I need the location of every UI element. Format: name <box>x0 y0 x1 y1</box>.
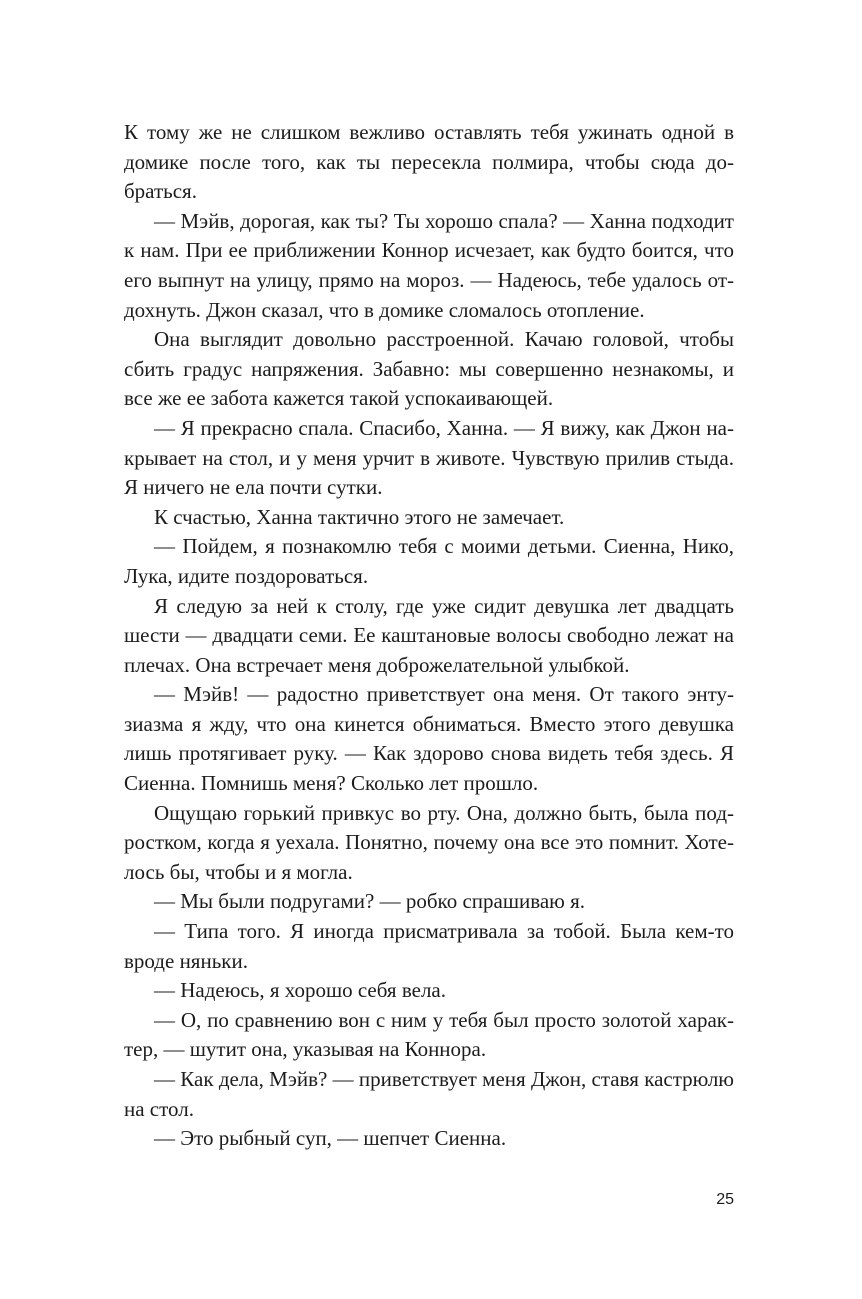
paragraph: — Типа того. Я иногда присматривала за тобой. Была кем-то вроде няньки. <box>124 919 734 973</box>
paragraph: — Это рыбный суп, — шепчет Сиенна. <box>154 1126 507 1151</box>
paragraph: К тому же не слишком вежливо оставлять тебя ужинать одной в домике после того, как ты пересекла полмира, чтобы сюда добраться. <box>124 120 734 204</box>
body-text <box>124 118 734 1154</box>
paragraph: — Мэйв! — радостно приветствует она меня. От такого энтузиазма я жду, что она кинется обниматься. Вместо этого девушка лишь протягивает руку. — Как здорово снова видеть тебя здесь. Я Сиенна. Помнишь меня? Сколько лет прошло. <box>124 682 734 796</box>
paragraph: Она выглядит довольно расстроенной. Качаю головой, чтобы сбить градус напряжения. Забавно: мы совершенно незнакомы, и все же ее забота кажется такой успокаивающей. <box>124 327 734 411</box>
paragraph: — Мэйв, дорогая, как ты? Ты хорошо спала? — Ханна подходит к нам. При ее приближении Коннор исчезает, как будто боится, что его выпнут на улицу, прямо на мороз. — Надеюсь, тебе удалось отдохнуть. Джон сказал, что в домике сломалось отопление. <box>124 208 734 322</box>
page-number: 25 <box>716 1191 734 1208</box>
paragraph: — Пойдем, я познакомлю тебя с моими детьми. Сиенна, Нико, Лука, идите поздороваться. <box>124 534 734 588</box>
paragraph: Я следую за ней к столу, где уже сидит девушка лет двадцать шести — двадцати семи. Ее каштановые волосы свободно лежат на плечах. Она встречает меня доброжелательной улыбкой. <box>124 593 734 677</box>
paragraph: — Мы были подругами? — робко спрашиваю я. <box>154 889 586 914</box>
paragraph: — Надеюсь, я хорошо себя вела. <box>154 978 446 1003</box>
paragraph: — Я прекрасно спала. Спасибо, Ханна. — Я вижу, как Джон накрывает на стол, и у меня урчит в животе. Чувствую прилив стыда. Я ничего не ела почти сутки. <box>124 415 734 500</box>
paragraph: — О, по сравнению вон с ним у тебя был просто золотой характер, — шутит она, указывая на Коннора. <box>124 1007 734 1062</box>
paragraph: — Как дела, Мэйв? — приветствует меня Джон, ставя кастрюлю на стол. <box>124 1067 734 1121</box>
paragraph: К счастью, Ханна тактично этого не замечает. <box>154 504 565 529</box>
paragraph: Ощущаю горький привкус во рту. Она, должно быть, была подростком, когда я уехала. Понятно, почему она все это помнит. Хотелось бы, чтобы и я могла. <box>124 800 734 884</box>
